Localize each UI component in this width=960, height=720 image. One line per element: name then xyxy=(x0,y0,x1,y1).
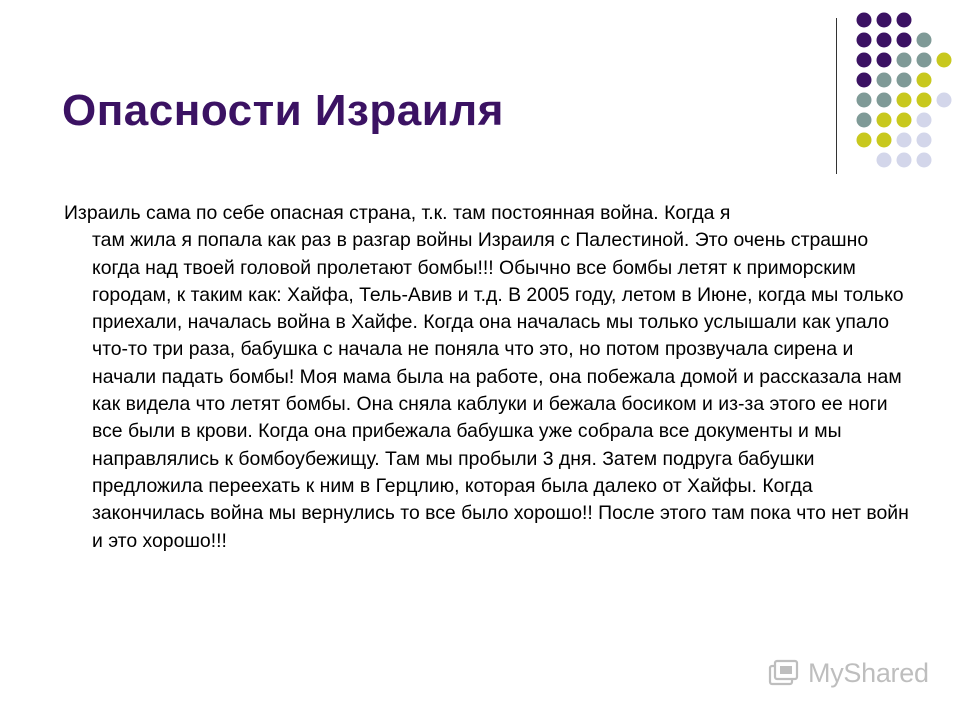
decor-dot xyxy=(877,133,892,148)
decor-dot xyxy=(857,33,872,48)
decor-dot xyxy=(897,133,912,148)
decor-dot xyxy=(917,73,932,88)
decor-dot xyxy=(917,153,932,168)
decor-dot xyxy=(877,73,892,88)
decor-dot xyxy=(857,113,872,128)
watermark-text: MyShared xyxy=(808,657,929,688)
slides-stack-icon xyxy=(768,658,802,688)
decor-dot xyxy=(917,53,932,68)
decor-dot xyxy=(897,153,912,168)
decor-dot xyxy=(917,133,932,148)
decor-dot xyxy=(857,133,872,148)
myshared-watermark xyxy=(768,655,928,691)
decor-dot xyxy=(877,13,892,28)
decor-dot xyxy=(897,33,912,48)
decor-dot xyxy=(917,113,932,128)
decor-dot xyxy=(897,73,912,88)
decor-dot xyxy=(877,113,892,128)
decor-dot xyxy=(897,13,912,28)
decor-dot xyxy=(917,33,932,48)
decor-dot xyxy=(897,113,912,128)
decor-dot xyxy=(877,53,892,68)
decor-dot xyxy=(877,153,892,168)
title-divider-line xyxy=(836,18,837,174)
decor-dot xyxy=(897,53,912,68)
slide-body-text xyxy=(64,200,912,555)
decor-dot xyxy=(937,93,952,108)
paragraph-continuation: там жила я попала как раз в разгар войны Израиля с Палестиной. Это очень страшно когда над твоей головой пролетают бомбы!!! Обычно все бомбы летят к приморским городам, к таким как: Хайфа, Тель-Авив и т.д. В 2005 году, летом в Июне, когда мы только приехали, началась война в Хайфе. Когда она началась мы только услышали как упало что-то три раза, бабушка с начала не поняла что это, но потом прозвучала сирена и начали падать бомбы! Моя мама была на работе, она побежала домой и рассказала нам как видела что летят бомбы. Она сняла каблуки и бежала босиком и из-за этого ее ноги все были в крови. Когда она прибежала бабушка уже собрала все документы и мы направлялись к бомбоубежищу. Там мы пробыли 3 дня. Затем подруга бабушки предложила переехать к ним в Герцлию, которая была далеко от Хайфы. Когда закончилась война мы вернулись то все было хорошо!! После этого там пока что нет войн и это хорошо!!! xyxy=(92,229,909,552)
decor-dot xyxy=(857,13,872,28)
decor-dot xyxy=(857,93,872,108)
decor-dot xyxy=(857,53,872,68)
slide-title: Опасности Израиля xyxy=(62,86,504,135)
decor-dot xyxy=(877,93,892,108)
decor-dot xyxy=(937,53,952,68)
decor-dot xyxy=(917,93,932,108)
decor-dot xyxy=(897,93,912,108)
decor-dot xyxy=(877,33,892,48)
paragraph-first-line: Израиль сама по себе опасная страна, т.к. там постоянная война. Когда я xyxy=(64,202,731,224)
decor-dot xyxy=(857,73,872,88)
